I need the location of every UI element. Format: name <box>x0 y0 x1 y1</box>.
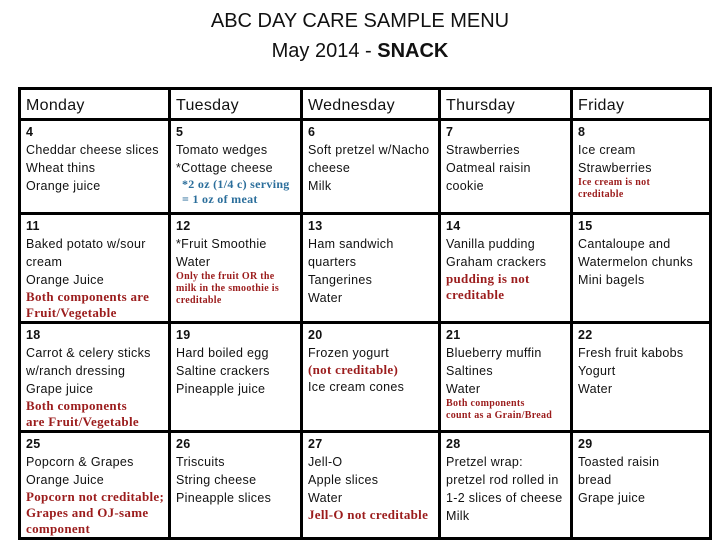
menu-item: Cheddar cheese slices <box>26 143 159 157</box>
menu-item: bread <box>578 473 612 487</box>
menu-item: Apple slices <box>308 473 379 487</box>
credit-note: milk in the smoothie is <box>176 283 280 294</box>
menu-item: Tomato wedges <box>176 143 268 157</box>
credit-note: count as a Grain/Bread <box>446 410 553 421</box>
credit-note: (not creditable) <box>308 362 399 377</box>
day-number: 6 <box>308 125 316 139</box>
menu-item: Toasted raisin <box>578 455 660 469</box>
subtitle-month: May 2014 - <box>271 40 378 62</box>
day-number: 26 <box>176 437 191 451</box>
menu-item: Carrot & celery sticks <box>26 346 151 360</box>
menu-item: Pineapple juice <box>176 382 266 396</box>
day-number: 14 <box>446 219 461 233</box>
page-subtitle <box>0 40 720 63</box>
menu-cell <box>572 323 711 432</box>
day-number: 12 <box>176 219 191 233</box>
menu-cell <box>302 214 440 323</box>
menu-cell <box>20 214 170 323</box>
menu-cell <box>170 214 302 323</box>
menu-cell <box>302 323 440 432</box>
menu-item: Saltines <box>446 364 493 378</box>
day-number: 7 <box>446 125 454 139</box>
menu-item: Water <box>446 382 481 396</box>
credit-note: are Fruit/Vegetable <box>26 414 139 429</box>
menu-item: Water <box>308 491 343 505</box>
week-row <box>20 214 711 323</box>
menu-cell <box>20 120 170 214</box>
credit-note: = 1 oz of meat <box>182 192 258 206</box>
day-number: 4 <box>26 125 34 139</box>
menu-cell <box>440 120 572 214</box>
menu-cell <box>572 214 711 323</box>
menu-cell <box>170 120 302 214</box>
menu-item: w/ranch dressing <box>26 364 126 378</box>
menu-item: Watermelon chunks <box>578 255 694 269</box>
credit-note: creditable <box>446 287 505 302</box>
menu-item: Water <box>176 255 211 269</box>
menu-item: Ice cream <box>578 143 636 157</box>
menu-cell <box>440 214 572 323</box>
day-number: 25 <box>26 437 41 451</box>
day-number: 11 <box>26 219 40 233</box>
menu-item: Milk <box>446 509 470 523</box>
credit-note: Both components <box>446 398 525 409</box>
menu-cell <box>440 432 572 539</box>
menu-cell <box>170 323 302 432</box>
credit-note: Jell-O not creditable <box>308 507 429 522</box>
menu-item: String cheese <box>176 473 257 487</box>
menu-cell <box>440 323 572 432</box>
menu-item: Saltine crackers <box>176 364 270 378</box>
menu-item: Ham sandwich <box>308 237 394 251</box>
subtitle-meal: SNACK <box>377 40 449 62</box>
week-row <box>20 120 711 214</box>
menu-cell <box>20 432 170 539</box>
credit-note: pudding is not <box>446 271 530 286</box>
menu-item: Hard boiled egg <box>176 346 269 360</box>
menu-item: *Cottage cheese <box>176 161 273 175</box>
page-title: ABC DAY CARE SAMPLE MENU <box>210 10 510 32</box>
menu-cell <box>572 120 711 214</box>
menu-item: Pretzel wrap: <box>446 455 523 469</box>
day-number: 20 <box>308 328 323 342</box>
day-header-thursday: Thursday <box>440 89 572 120</box>
menu-item: cream <box>26 255 63 269</box>
menu-item: cheese <box>308 161 351 175</box>
day-header-friday: Friday <box>572 89 711 120</box>
day-header-wednesday: Wednesday <box>302 89 440 120</box>
credit-note: Ice cream is not <box>578 177 651 188</box>
menu-cell <box>572 432 711 539</box>
credit-note: Fruit/Vegetable <box>26 305 117 320</box>
menu-cell <box>20 323 170 432</box>
credit-note: Grapes and OJ-same <box>26 505 149 520</box>
credit-note: creditable <box>176 295 222 306</box>
menu-cell <box>302 120 440 214</box>
menu-item: Water <box>308 291 343 305</box>
menu-item: Milk <box>308 179 332 193</box>
menu-table <box>18 87 712 540</box>
credit-note: Both components <box>26 398 127 413</box>
menu-item: quarters <box>308 255 357 269</box>
menu-item: Soft pretzel w/Nacho <box>308 143 430 157</box>
day-number: 8 <box>578 125 586 139</box>
menu-item: Tangerines <box>308 273 373 287</box>
week-row <box>20 432 711 539</box>
credit-note: *2 oz (1/4 c) serving <box>182 177 290 191</box>
day-number: 28 <box>446 437 461 451</box>
day-number: 15 <box>578 219 593 233</box>
header-row <box>20 89 711 120</box>
menu-item: Wheat thins <box>26 161 96 175</box>
menu-item: Oatmeal raisin <box>446 161 531 175</box>
menu-item: Triscuits <box>176 455 225 469</box>
credit-note: Both components are <box>26 289 150 304</box>
credit-note: creditable <box>578 189 624 200</box>
menu-cell <box>302 432 440 539</box>
menu-item: Yogurt <box>578 364 616 378</box>
credit-note: Popcorn not creditable; <box>26 489 165 504</box>
menu-item: Pineapple slices <box>176 491 272 505</box>
menu-item: Vanilla pudding <box>446 237 536 251</box>
menu-item: Orange juice <box>26 179 101 193</box>
menu-cell <box>170 432 302 539</box>
menu-item: Strawberries <box>446 143 520 157</box>
menu-item: pretzel rod rolled in <box>446 473 559 487</box>
day-header-monday: Monday <box>20 89 170 120</box>
menu-item: Orange Juice <box>26 473 104 487</box>
day-number: 27 <box>308 437 323 451</box>
menu-item: cookie <box>446 179 484 193</box>
menu-item: Jell-O <box>308 455 343 469</box>
credit-note: component <box>26 521 91 536</box>
menu-item: Cantaloupe and <box>578 237 671 251</box>
menu-item: Ice cream cones <box>308 380 405 394</box>
day-number: 21 <box>446 328 461 342</box>
credit-note: Only the fruit OR the <box>176 271 275 282</box>
menu-item: Blueberry muffin <box>446 346 542 360</box>
menu-item: Orange Juice <box>26 273 104 287</box>
menu-item: Frozen yogurt <box>308 346 390 360</box>
day-number: 29 <box>578 437 593 451</box>
menu-item: *Fruit Smoothie <box>176 237 267 251</box>
menu-item: Water <box>578 382 613 396</box>
day-number: 5 <box>176 125 184 139</box>
menu-item: Strawberries <box>578 161 652 175</box>
menu-item: Grape juice <box>26 382 94 396</box>
menu-item: Mini bagels <box>578 273 645 287</box>
menu-item: Graham crackers <box>446 255 547 269</box>
menu-item: Grape juice <box>578 491 646 505</box>
menu-item: Fresh fruit kabobs <box>578 346 684 360</box>
day-number: 13 <box>308 219 323 233</box>
menu-item: 1-2 slices of cheese <box>446 491 563 505</box>
day-header-tuesday: Tuesday <box>170 89 302 120</box>
day-number: 19 <box>176 328 191 342</box>
week-row <box>20 323 711 432</box>
day-number: 22 <box>578 328 593 342</box>
day-number: 18 <box>26 328 41 342</box>
menu-item: Baked potato w/sour <box>26 237 146 251</box>
menu-item: Popcorn & Grapes <box>26 455 134 469</box>
